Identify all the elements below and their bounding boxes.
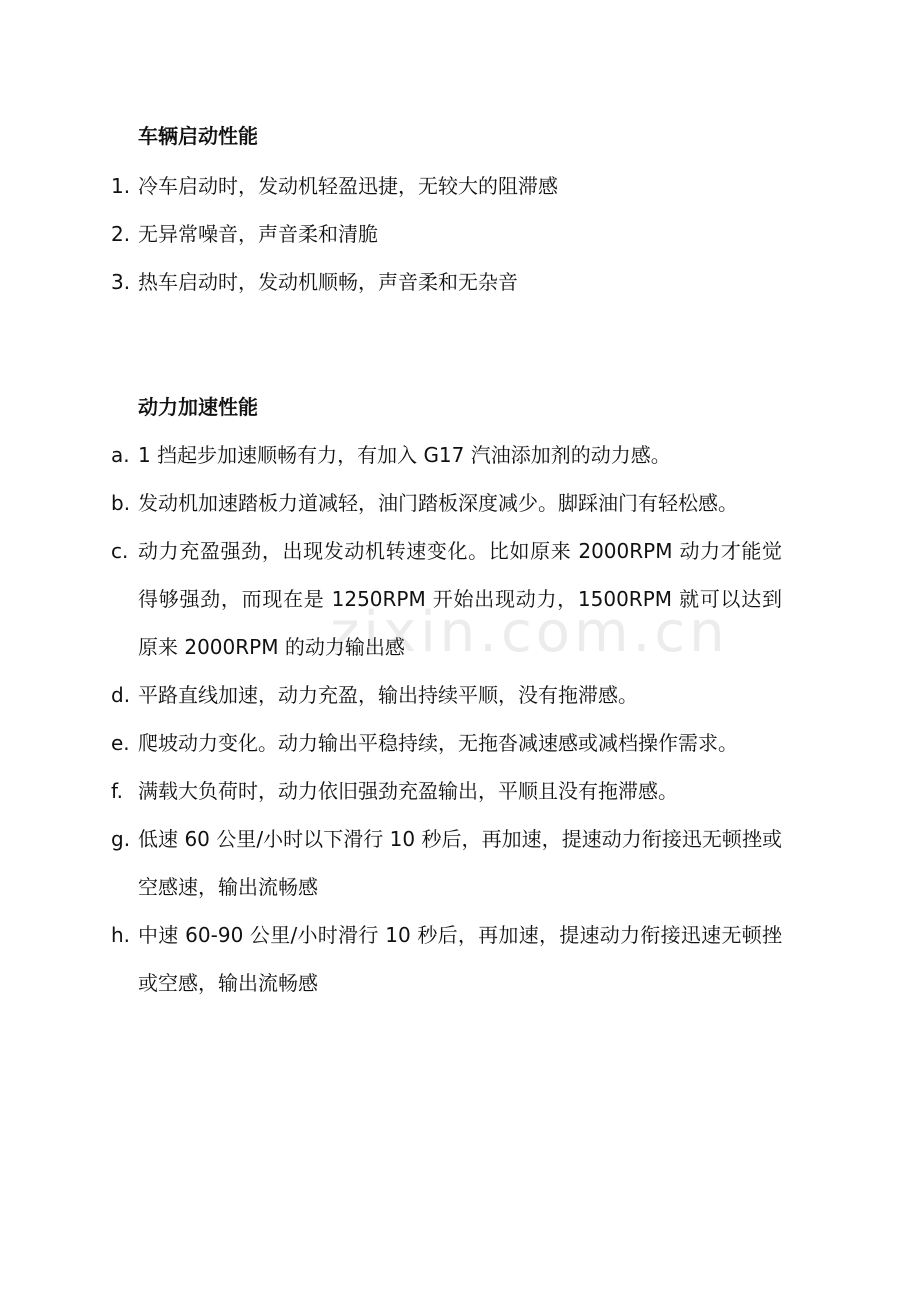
- list-marker: b.: [111, 491, 131, 515]
- list-item-text: 热车启动时，发动机顺畅，声音柔和无杂音: [138, 270, 518, 294]
- list-item-text: 满载大负荷时，动力依旧强劲充盈输出，平顺且没有拖滞感。: [138, 779, 678, 803]
- acceleration-list: [0, 431, 920, 1007]
- list-item-text: 动力充盈强劲，出现发动机转速变化。比如原来 2000RPM 动力才能觉得够强劲，而现在是 1250RPM 开始出现动力，1500RPM 就可以达到原来 2000RPM 的动力输出感: [138, 539, 782, 659]
- list-marker: f.: [111, 779, 123, 803]
- list-marker: c.: [111, 539, 129, 563]
- list-item: [0, 210, 920, 258]
- list-item: [0, 527, 920, 671]
- list-item: [0, 719, 920, 767]
- list-item: [0, 815, 920, 911]
- list-item-text: 1 挡起步加速顺畅有力，有加入 G17 汽油添加剂的动力感。: [138, 443, 671, 467]
- list-item-text: 发动机加速踏板力道减轻，油门踏板深度减少。脚踩油门有轻松感。: [138, 491, 738, 515]
- list-marker: g.: [111, 827, 131, 851]
- list-item-text: 爬坡动力变化。动力输出平稳持续，无拖沓减速感或减档操作需求。: [138, 731, 738, 755]
- list-item: [0, 479, 920, 527]
- list-item-text: 低速 60 公里/小时以下滑行 10 秒后，再加速，提速动力衔接迅无顿挫或空感速，输出流畅感: [138, 827, 782, 899]
- list-marker: 1.: [111, 174, 131, 198]
- list-item: [0, 767, 920, 815]
- list-item: [0, 671, 920, 719]
- list-marker: e.: [111, 731, 130, 755]
- startup-list: [0, 162, 920, 306]
- list-marker: a.: [111, 443, 130, 467]
- section-title-startup: 车辆启动性能: [138, 124, 258, 148]
- list-item-text: 冷车启动时，发动机轻盈迅捷，无较大的阻滞感: [138, 174, 558, 198]
- watermark: zixin.com.cn: [330, 600, 729, 665]
- list-item: [0, 162, 920, 210]
- list-item: [0, 431, 920, 479]
- list-marker: 3.: [111, 270, 131, 294]
- list-item-text: 平路直线加速，动力充盈，输出持续平顺，没有拖滞感。: [138, 683, 638, 707]
- section-title-acceleration: 动力加速性能: [138, 395, 258, 419]
- list-item: [0, 258, 920, 306]
- list-marker: 2.: [111, 222, 131, 246]
- list-marker: h.: [111, 923, 131, 947]
- list-item-text: 中速 60-90 公里/小时滑行 10 秒后，再加速，提速动力衔接迅速无顿挫或空感，输出流畅感: [138, 923, 782, 995]
- list-item: [0, 911, 920, 1007]
- list-item-text: 无异常噪音，声音柔和清脆: [138, 222, 378, 246]
- list-marker: d.: [111, 683, 131, 707]
